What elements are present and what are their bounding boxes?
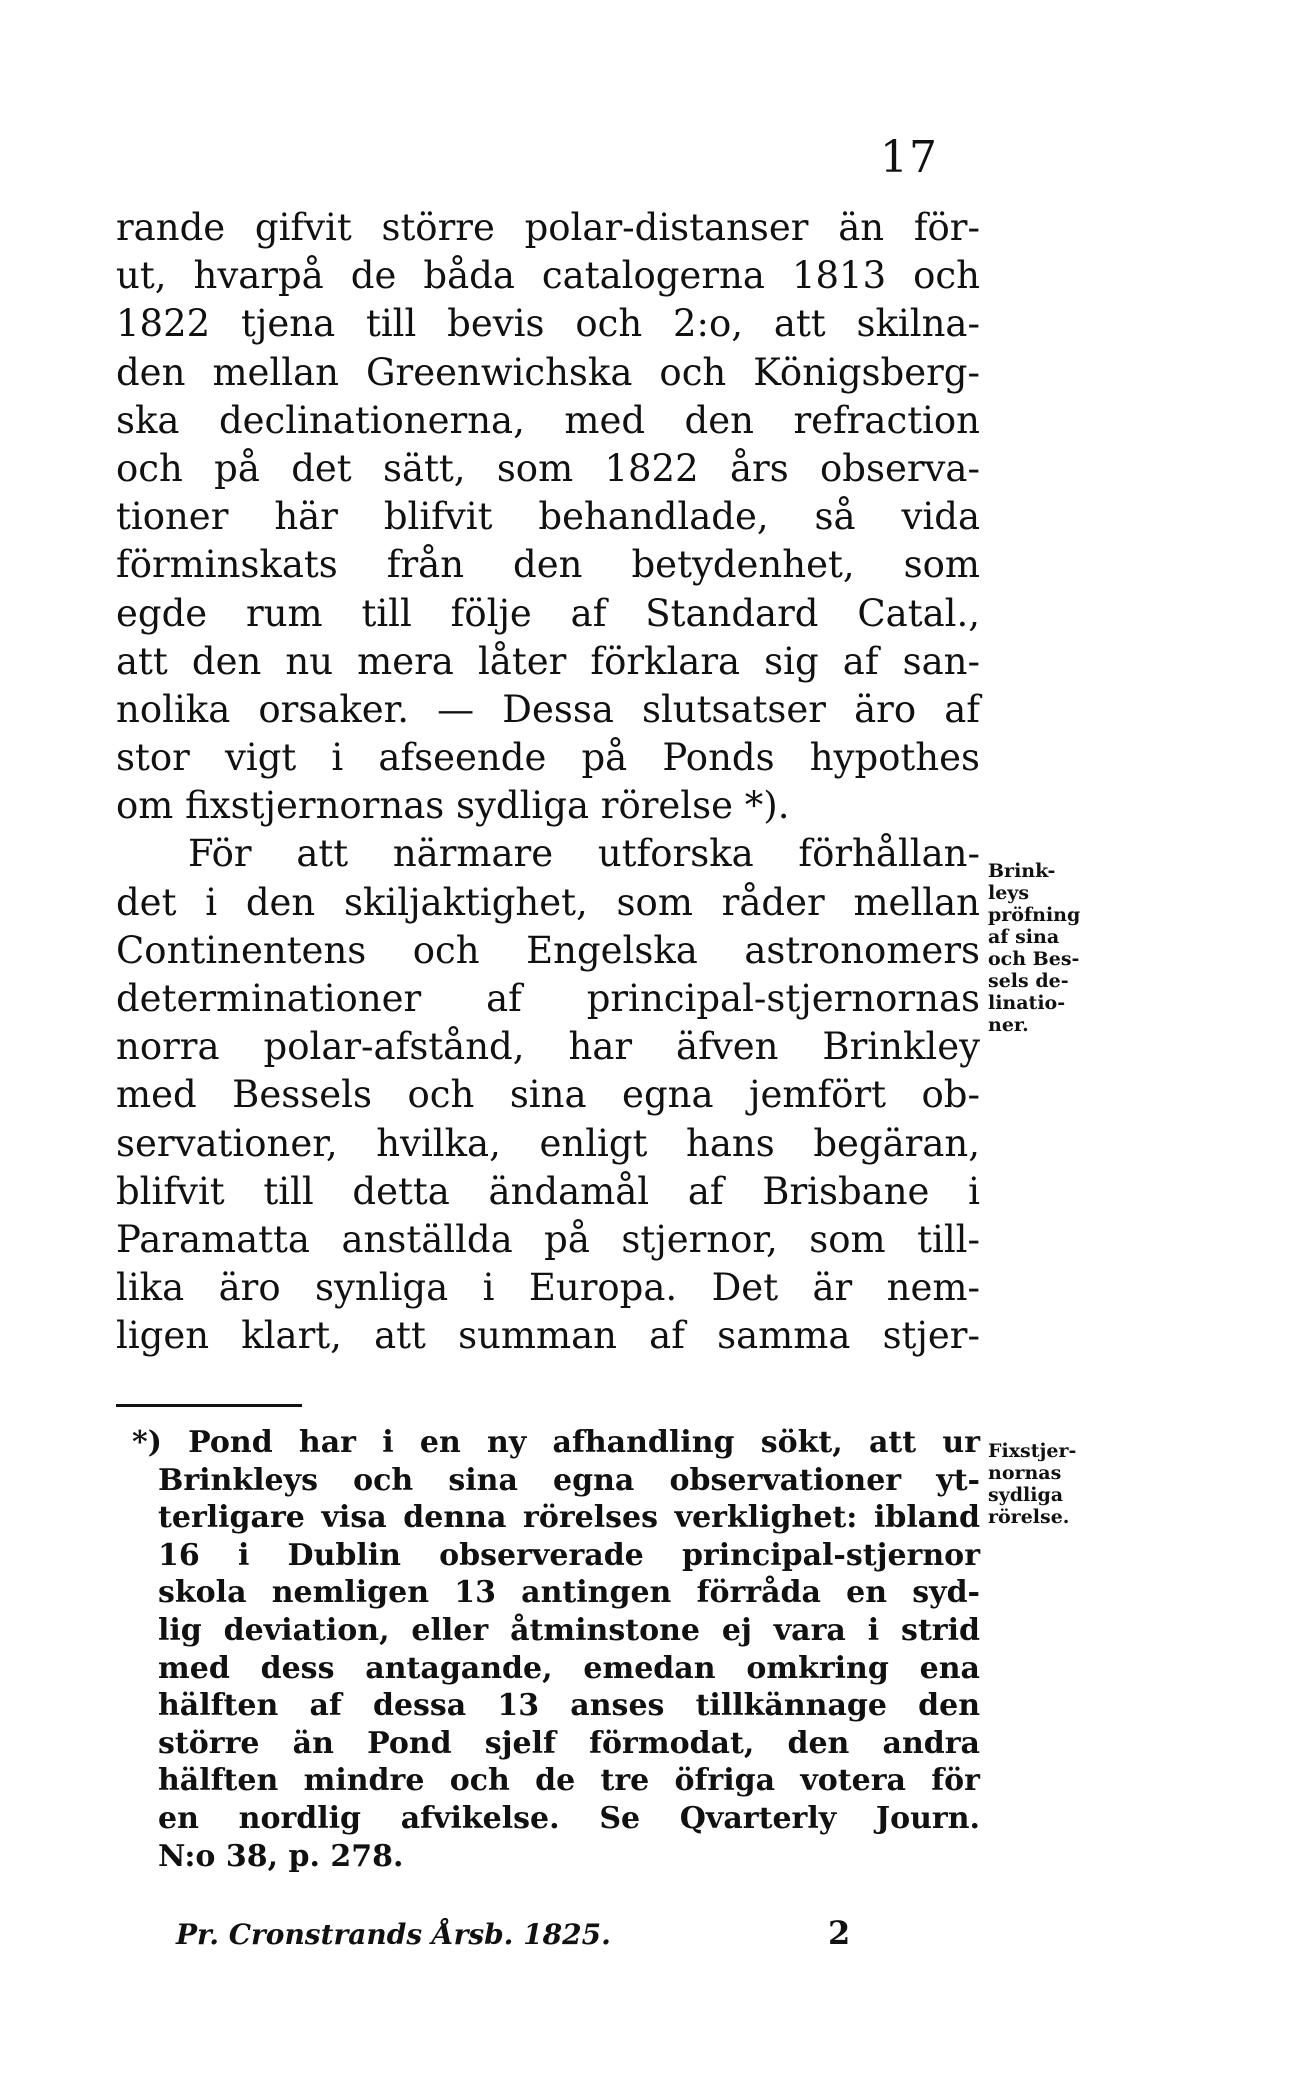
- text-line: ligen klart, att summan af samma stjer-: [116, 1314, 980, 1358]
- text-line: tioner här blifvit behandlade, så vida: [116, 495, 980, 539]
- side-note-fixstjernornas: [988, 1440, 1098, 1528]
- text-line: den mellan Greenwichska och Königsberg-: [116, 350, 980, 394]
- text-line: ut, hvarpå de båda catalogerna 1813 och: [116, 254, 980, 298]
- text-line: om fixstjernornas sydliga rörelse *).: [116, 784, 790, 828]
- footnote-line: 16 i Dublin observerade principal-stjernor: [158, 1537, 980, 1573]
- text-line: att den nu mera låter förklara sig af san-: [116, 639, 980, 683]
- footnote-line: N:o 38, p. 278.: [158, 1838, 404, 1874]
- side-note-line: af sina: [988, 926, 1060, 948]
- text-line: 1822 tjena till bevis och 2:o, att skilna-: [116, 302, 980, 346]
- side-note-line: och Bes-: [988, 948, 1080, 970]
- text-line: För att närmare utforska förhållan-: [188, 832, 980, 876]
- side-note-line: ner.: [988, 1014, 1029, 1036]
- text-line: och på det sätt, som 1822 års observa-: [116, 446, 980, 490]
- text-line: norra polar-afstånd, har äfven Brinkley: [116, 1025, 980, 1069]
- text-line: blifvit till detta ändamål af Brisbane i: [116, 1169, 980, 1213]
- footnote-line: *) Pond har i en ny afhandling sökt, att ur: [132, 1425, 980, 1460]
- side-note-line: sydliga: [988, 1484, 1064, 1506]
- text-line: egde rum till följe af Standard Catal.,: [116, 591, 980, 635]
- side-note-line: Brink-: [988, 860, 1056, 882]
- footnote-line: större än Pond sjelf förmodat, den andra: [158, 1725, 980, 1761]
- side-note-line: Fixstjer-: [988, 1440, 1077, 1462]
- footnote-line: skola nemligen 13 antingen förråda en syd-: [158, 1575, 980, 1611]
- signature-mark: 2: [828, 1914, 851, 1952]
- footnote-line: terligare visa denna rörelses verklighet: ibland: [158, 1500, 980, 1536]
- footnote-line: lig deviation, eller åtminstone ej vara i strid: [158, 1612, 980, 1648]
- side-note-brinkley: [988, 860, 1108, 1036]
- footnote-line: en nordlig afvikelse. Se Qvarterly Journ.: [158, 1800, 980, 1836]
- footnote: [132, 1424, 980, 1875]
- footnote-line: med dess antagande, emedan omkring ena: [158, 1650, 980, 1686]
- page-number: 17: [880, 132, 938, 183]
- side-note-line: pröfning: [988, 904, 1081, 926]
- side-note-line: leys: [988, 882, 1030, 904]
- footnote-rule: [116, 1404, 302, 1407]
- text-line: ska declinationerna, med den refraction: [116, 398, 980, 442]
- side-note-line: linatio-: [988, 992, 1066, 1014]
- side-note-line: nornas: [988, 1462, 1062, 1484]
- footnote-line: Brinkleys och sina egna observationer yt-: [158, 1462, 980, 1498]
- body-text: [116, 204, 980, 1361]
- side-note-line: sels de-: [988, 970, 1069, 992]
- footnote-line: hälften af dessa 13 anses tillkännage den: [158, 1688, 980, 1724]
- text-line: nolika orsaker. — Dessa slutsatser äro af: [116, 687, 980, 731]
- text-line: stor vigt i afseende på Ponds hypothes: [116, 736, 980, 780]
- side-note-line: rörelse.: [988, 1506, 1070, 1528]
- text-line: Continentens och Engelska astronomers: [116, 928, 980, 972]
- text-line: förminskats från den betydenhet, som: [116, 543, 980, 587]
- text-line: servationer, hvilka, enligt hans begäran,: [116, 1121, 980, 1165]
- footnote-line: hälften mindre och de tre öfriga votera för: [158, 1763, 980, 1799]
- text-line: med Bessels och sina egna jemfört ob-: [116, 1073, 980, 1117]
- text-line: Paramatta anställda på stjernor, som till-: [116, 1217, 980, 1261]
- text-line: determinationer af principal-stjernornas: [116, 977, 980, 1020]
- signature-line: Pr. Cronstrands Årsb. 1825.: [176, 1918, 611, 1951]
- text-line: lika äro synliga i Europa. Det är nem-: [116, 1266, 980, 1310]
- text-line: det i den skiljaktighet, som råder mellan: [116, 880, 980, 924]
- text-line: rande gifvit större polar-distanser än för-: [116, 206, 980, 249]
